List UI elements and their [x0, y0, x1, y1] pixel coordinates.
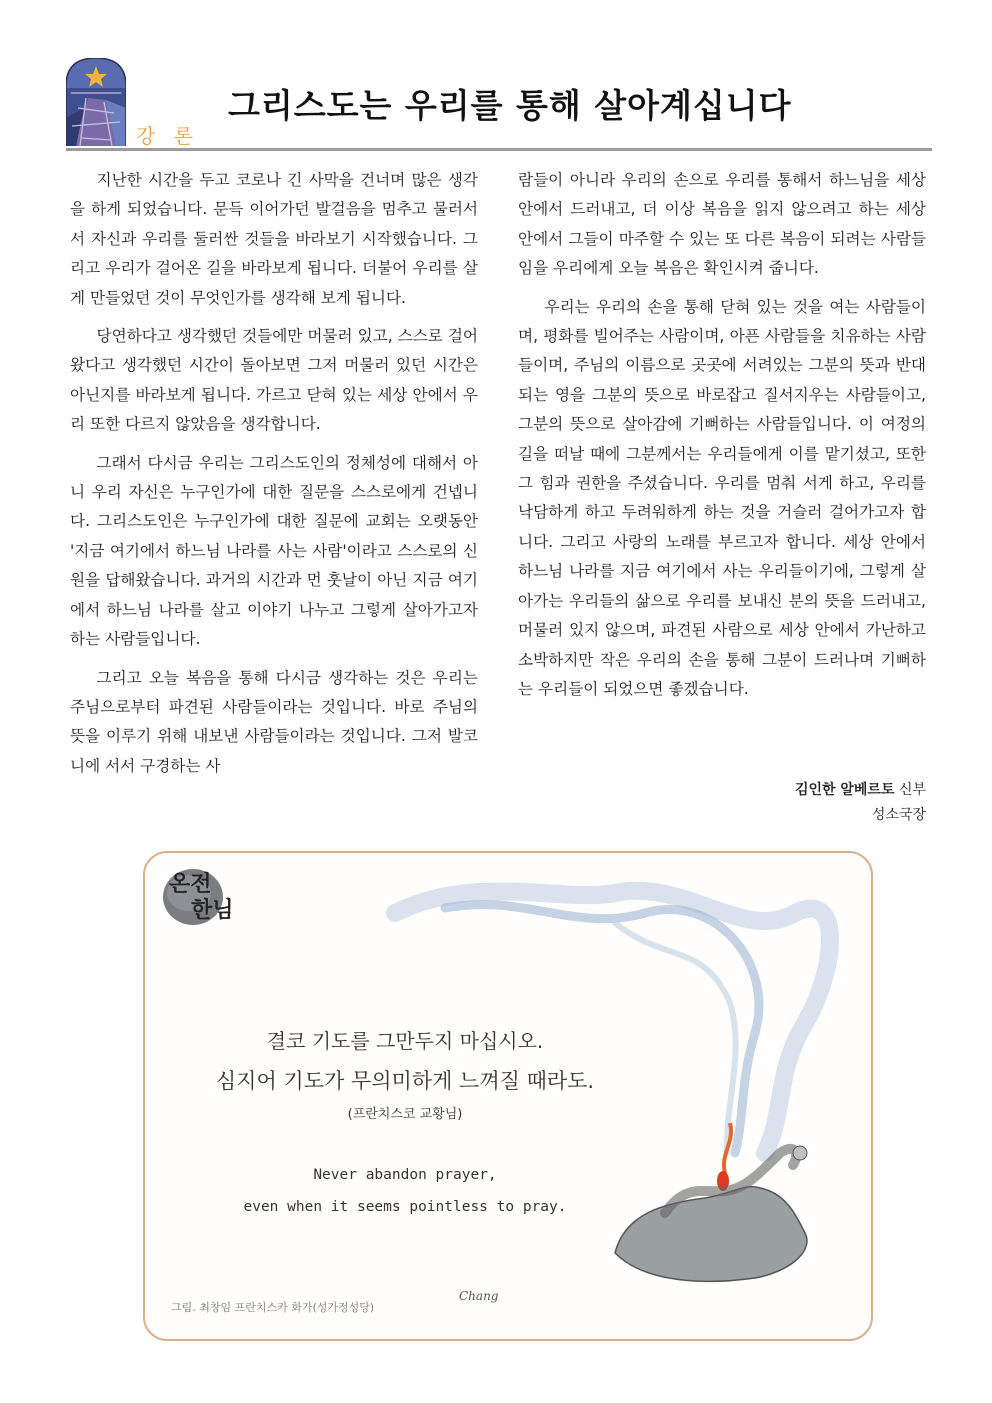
author-signature — [795, 778, 926, 828]
candle-smoke-icon — [145, 853, 871, 1339]
paragraph: 그래서 다시금 우리는 그리스도인의 정체성에 대해서 아니 우리 자신은 누구인가에 대한 질문을 스스로에게 건넵니다. 그리스도인은 누구인가에 대한 질문에 교회는 오랫동안 '지금 여기에서 하느님 나라를 사는 사람'이라고 스스로의 신원을 답해왔습니다. 과거의 시간과 먼 훗날이 아닌 지금 여기에서 하느님 나라를 살고 이야기 나누고 그렇게 살아가고자 하는 사람들입니다. — [70, 453, 478, 649]
quote-card — [143, 851, 873, 1341]
article-column-right — [518, 166, 926, 713]
article-column-left — [70, 166, 478, 790]
section-tag: 강 론 — [136, 124, 199, 148]
author-role: 성소국장 — [871, 807, 926, 823]
article-header — [66, 58, 932, 152]
author-name: 김인한 알베르토 — [794, 782, 895, 798]
illustration-credit: 그림. 최창임 프란치스카 화가(성가정성당) — [171, 1301, 375, 1314]
paragraph: 그리고 오늘 복음을 통해 다시금 생각하는 것은 우리는 주님으로부터 파견된 사람들이라는 것입니다. 바로 주님의 뜻을 이루기 위해 내보낸 사람들이라는 것입니다. 그저 발코니에 서서 구경하는 사 — [70, 668, 478, 775]
card-logo-text-1: 온전 — [169, 872, 212, 897]
paragraph: 지난한 시간을 두고 코로나 긴 사막을 건너며 많은 생각을 하게 되었습니다. 문득 이어가던 발걸음을 멈추고 물러서서 자신과 우리를 둘러싼 것들을 바라보기 시작했습니다. 그리고 우리가 걸어온 길을 바라보게 됩니다. 더불어 우리를 살게 만들었던 것이 무엇인가를 생각해 보게 됩니다. — [70, 171, 478, 307]
artist-signature: Chang — [459, 1289, 499, 1303]
card-logo-text-2: 한님 — [191, 898, 234, 923]
paragraph: 람들이 아니라 우리의 손으로 우리를 통해서 하느님을 세상 안에서 드러내고, 더 이상 복음을 읽지 않으려고 하는 세상 안에서 그들이 마주할 수 있는 또 다른 복음이 되려는 사람들임을 우리에게 오늘 복음은 확인시켜 줍니다. — [518, 171, 926, 278]
author-title: 신부 — [898, 782, 926, 798]
paragraph: 당연하다고 생각했던 것들에만 머물러 있고, 스스로 걸어왔다고 생각했던 시간이 돌아보면 그저 머물러 있던 시간은 아닌지를 바라보게 됩니다. 가르고 닫혀 있는 세상 안에서 우리 또한 다르지 않았음을 생각합니다. — [70, 327, 478, 434]
quote-korean-line-1: 결코 기도를 그만두지 마십시오. — [266, 1029, 544, 1053]
stained-glass-icon — [66, 58, 126, 146]
paragraph: 우리는 우리의 손을 통해 닫혀 있는 것을 여는 사람들이며, 평화를 빌어주는 사람이며, 아픈 사람들을 치유하는 사람들이며, 주님의 이름으로 곳곳에 서려있는 그분의 뜻과 반대되는 영을 그분의 뜻으로 바로잡고 질서지우는 사람들이고, 그분의 뜻으로 살아감에 기뻐하는 사람들입니다. 이 여정의 길을 떠날 때에 그분께서는 우리들에게 이를 맡기셨고, 또한 그 힘과 권한을 주셨습니다. 우리를 멈춰 서게 하고, 우리를 낙담하게 하고 두려워하게 하는 것을 거슬러 걸어가고자 합니다. 그리고 사랑의 노래를 부르고자 합니다. 세상 안에서 하느님 나라를 지금 여기에서 사는 우리들이기에, 그렇게 살아가는 우리들의 삶으로 우리를 보내신 분의 뜻을 드러내고, 머물러 있지 않으며, 파견된 사람으로 세상 안에서 가난하고 소박하지만 작은 우리의 손을 통해 그분이 드러나며 기뻐하는 우리들이 되었으면 좋겠습니다. — [518, 297, 926, 698]
header-divider — [66, 148, 932, 151]
quote-english-line-2: even when it seems pointless to pray. — [243, 1199, 567, 1215]
quote-source: (프란치스코 교황님) — [347, 1107, 463, 1122]
page-title: 그리스도는 우리를 통해 살아계십니다 — [228, 86, 792, 125]
quote-english-line-1: Never abandon prayer, — [313, 1167, 497, 1183]
quote-korean-line-2: 심지어 기도가 무의미하게 느껴질 때라도. — [215, 1069, 595, 1093]
